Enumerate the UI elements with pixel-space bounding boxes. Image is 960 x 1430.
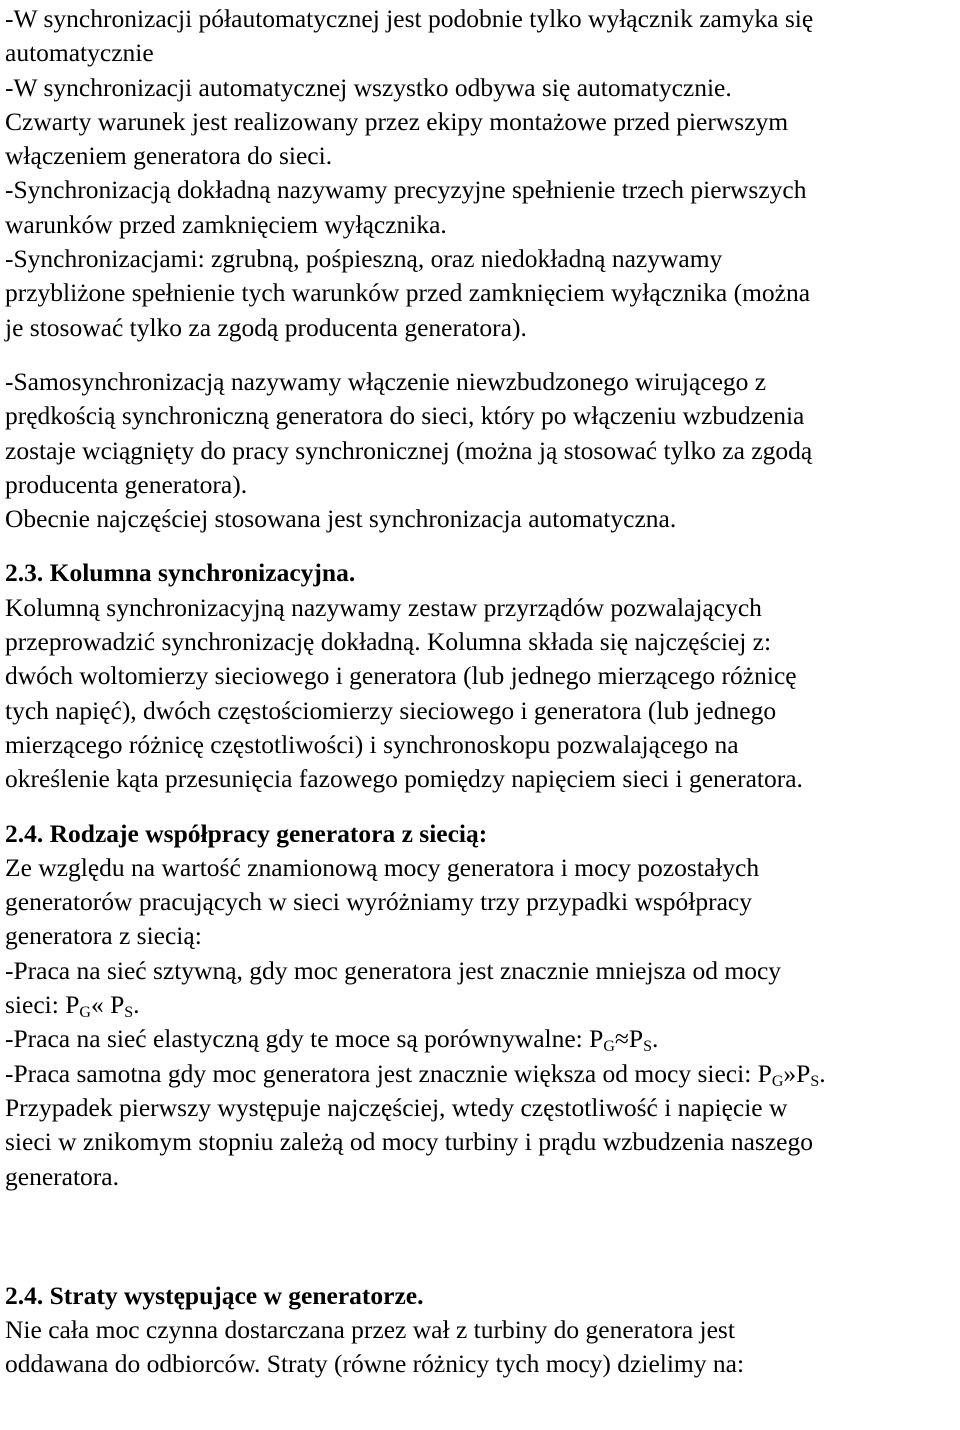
text-line: zostaje wciągnięty do pracy synchronicznej (można ją stosować tylko za zgodą: [5, 435, 813, 465]
text-line: producenta generatora).: [5, 469, 248, 499]
text-line: mierzącego różnicę częstotliwości) i synchronoskopu pozwalającego na: [5, 729, 739, 759]
formula-text: -Praca samotna gdy moc generatora jest znacznie większa od mocy sieci: P: [5, 1058, 772, 1088]
text-line: warunków przed zamknięciem wyłącznika.: [5, 209, 447, 239]
text-line: Ze względu na wartość znamionową mocy generatora i mocy pozostałych: [5, 852, 760, 882]
formula-operator: ≈P: [614, 1024, 644, 1054]
text-line: sieci w znikomym stopniu zależą od mocy turbiny i prądu wzbudzenia naszego: [5, 1127, 813, 1157]
formula-operator: »P: [783, 1058, 811, 1088]
text-line: prędkością synchroniczną generatora do sieci, który po włączeniu wzbudzenia: [5, 401, 805, 431]
text-line: -W synchronizacji automatycznej wszystko odbywa się automatycznie.: [5, 72, 732, 102]
section-2-4-losses: [5, 1279, 957, 1382]
paragraph-spacer: [5, 536, 957, 556]
section-2-4-cooperation: [5, 817, 957, 1194]
text-line: -W synchronizacji półautomatycznej jest podobnie tylko wyłącznik zamyka się: [5, 4, 814, 33]
formula-suffix: .: [651, 1024, 659, 1054]
text-line: Nie cała moc czynna dostarczana przez wał z turbiny do generatora jest: [5, 1315, 735, 1345]
paragraph-self-synchronization: [5, 365, 957, 536]
formula-text: sieci: P: [5, 990, 80, 1020]
text-line: generatorów pracujących w sieci wyróżniamy trzy przypadki współpracy: [5, 887, 752, 917]
section-heading: 2.4. Rodzaje współpracy generatora z siecią:: [5, 818, 488, 848]
paragraph-spacer: [5, 797, 957, 817]
text-line: włączeniem generatora do sieci.: [5, 141, 333, 171]
text-line: je stosować tylko za zgodą producenta generatora).: [5, 312, 527, 342]
formula-operator: « P: [90, 990, 125, 1020]
section-heading: 2.3. Kolumna synchronizacyjna.: [5, 558, 356, 588]
text-line: określenie kąta przesunięcia fazowego pomiędzy napięciem sieci i generatora.: [5, 764, 803, 794]
formula-text: -Praca na sieć elastyczną gdy te moce są porównywalne: P: [5, 1024, 604, 1054]
text-line: generatora.: [5, 1161, 119, 1191]
text-line: Czwarty warunek jest realizowany przez ekipy montażowe przed pierwszym: [5, 106, 789, 136]
text-line: dwóch woltomierzy sieciowego i generatora (lub jednego mierzącego różnicę: [5, 661, 797, 691]
text-line: tych napięć), dwóch częstościomierzy sieciowego i generatora (lub jednego: [5, 695, 777, 725]
text-line: -Praca na sieć sztywną, gdy moc generatora jest znacznie mniejsza od mocy: [5, 955, 782, 985]
text-line: oddawana do odbiorców. Straty (równe różnicy tych mocy) dzielimy na:: [5, 1349, 745, 1379]
text-line: Obecnie najczęściej stosowana jest synchronizacja automatyczna.: [5, 504, 677, 534]
text-line: Przypadek pierwszy występuje najczęściej, wtedy częstotliwość i napięcie w: [5, 1092, 788, 1122]
paragraph-spacer: [5, 1194, 957, 1279]
subscript-g: G: [771, 1072, 784, 1090]
formula-suffix: .: [133, 990, 140, 1020]
formula-line: [5, 1022, 957, 1056]
formula-line: [5, 988, 957, 1022]
formula-suffix: .: [819, 1058, 826, 1088]
subscript-s: S: [810, 1072, 820, 1090]
text-line: -Synchronizacją dokładną nazywamy precyzyjne spełnienie trzech pierwszych: [5, 175, 807, 205]
text-line: -Synchronizacjami: zgrubną, pośpieszną, oraz niedokładną nazywamy: [5, 244, 723, 274]
text-line: przybliżone spełnienie tych warunków przed zamknięciem wyłącznika (można: [5, 278, 811, 308]
paragraph-spacer: [5, 345, 957, 365]
text-line: automatycznie: [5, 38, 154, 68]
document-page: [5, 2, 957, 1382]
subscript-s: S: [643, 1038, 652, 1056]
subscript-g: G: [603, 1038, 615, 1056]
subscript-s: S: [124, 1004, 134, 1022]
text-line: Kolumną synchronizacyjną nazywamy zestaw przyrządów pozwalających: [5, 592, 762, 622]
text-line: generatora z siecią:: [5, 921, 202, 951]
section-2-3: [5, 556, 957, 796]
text-line: -Samosynchronizacją nazywamy włączenie niewzbudzonego wirującego z: [5, 366, 767, 396]
subscript-g: G: [79, 1004, 91, 1022]
section-heading: 2.4. Straty występujące w generatorze.: [5, 1280, 424, 1310]
paragraph-synchronization-types: [5, 2, 957, 345]
formula-line: [5, 1057, 957, 1091]
text-line: przeprowadzić synchronizację dokładną. Kolumna składa się najczęściej z:: [5, 627, 772, 657]
